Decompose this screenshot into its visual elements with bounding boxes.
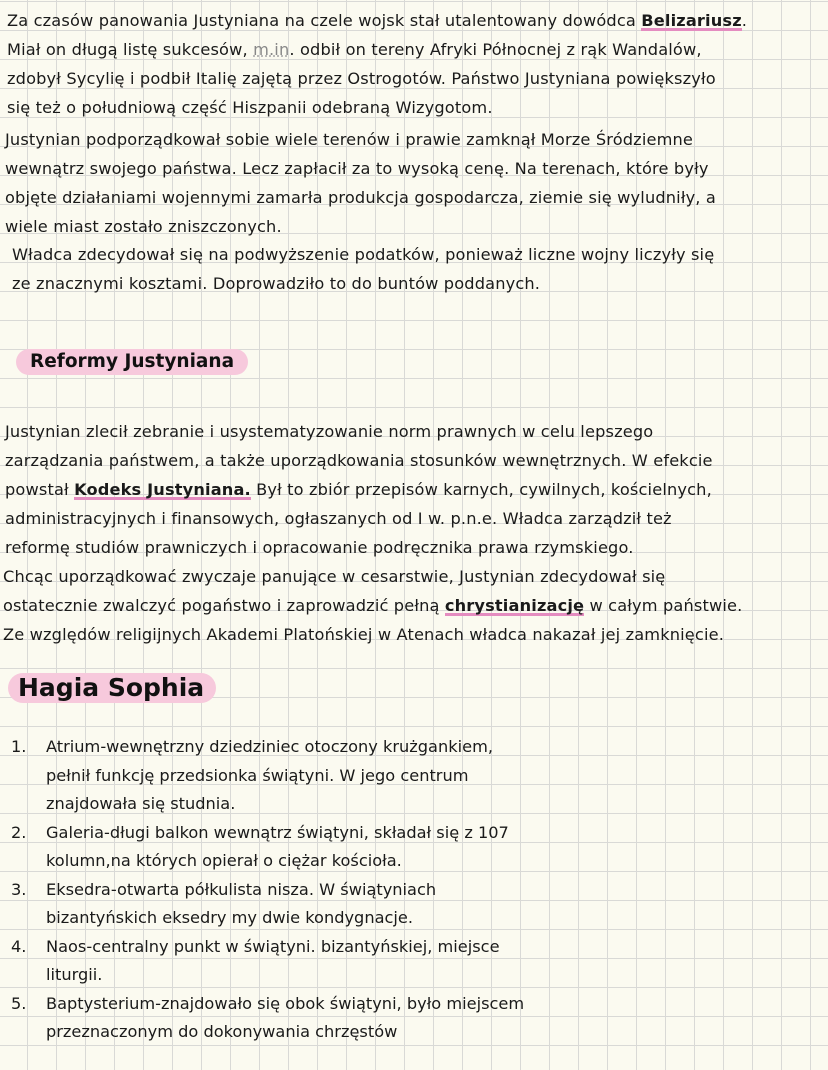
- list-item: 4. Naos-centralny punkt w świątyni. bizantyńskiej, miejsce liturgii.: [0, 933, 524, 990]
- text-line: Miał on długą listę sukcesów, m.in. odbił on tereny Afryki Północnej z rąk Wandalów,: [7, 40, 702, 59]
- text-line: wiele miast zostało zniszczonych.: [5, 217, 282, 236]
- text-line: objęte działaniami wojennymi zamarła produkcja gospodarcza, ziemie się wyludniły, a: [5, 188, 716, 207]
- text-line: Justynian zlecił zebranie i usystematyzowanie norm prawnych w celu lepszego: [5, 422, 654, 441]
- text-line: się też o południową część Hiszpanii odebraną Wizygotom.: [7, 98, 493, 117]
- paragraph-kodeks: [5, 417, 713, 562]
- keyword-belizariusz: Belizariusz: [641, 11, 742, 30]
- text-line: powstał Kodeks Justyniana. Był to zbiór przepisów karnych, cywilnych, kościelnych,: [5, 480, 712, 499]
- abbreviation: m.in: [253, 40, 290, 59]
- list-number: 3.: [11, 879, 27, 899]
- text-line: Ze względów religijnych Akademi Platońskiej w Atenach władca nakazał jej zamknięcie.: [3, 625, 725, 644]
- list-item: 1. Atrium-wewnętrzny dziedziniec otoczony krużgankiem, pełnił funkcję przedsionka świątyni. W jego centrum znajdowała się studnia.: [0, 733, 524, 819]
- text-line: Za czasów panowania Justyniana na czele wojsk stał utalentowany dowódca Belizariusz.: [7, 11, 748, 30]
- list-item: 5. Baptysterium-znajdowało się obok świątyni, było miejscem przeznaczonym do dokonywania chrzęstów: [0, 990, 524, 1047]
- text-line: ostatecznie zwalczyć pogaństwo i zaprowadzić pełną chrystianizację w całym państwie.: [3, 596, 743, 615]
- keyword-chrystianizacja: chrystianizację: [444, 596, 585, 615]
- text-line: administracyjnych i finansowych, ogłaszanych od I w. p.n.e. Władca zarządził też: [5, 509, 672, 528]
- paragraph-conquests: [5, 125, 716, 241]
- text-line: reformę studiów prawniczych i opracowanie podręcznika prawa rzymskiego.: [5, 538, 634, 557]
- text-line: Justynian podporządkował sobie wiele terenów i prawie zamknął Morze Śródziemne: [5, 130, 694, 149]
- list-item: 3. Eksedra-otwarta półkulista nisza. W świątyniach bizantyńskich eksedry my dwie kondygnacje.: [0, 876, 524, 933]
- list-number: 5.: [11, 993, 27, 1013]
- text-line: Władca zdecydował się na podwyższenie podatków, ponieważ liczne wojny liczyły się: [12, 245, 715, 264]
- list-number: 4.: [11, 936, 27, 956]
- paragraph-belizariusz: [7, 6, 747, 122]
- text-line: zarządzania państwem, a także uporządkowania stosunków wewnętrznych. W efekcie: [5, 451, 713, 470]
- text-line: ze znacznymi kosztami. Doprowadziło to do buntów poddanych.: [12, 274, 541, 293]
- section-heading-reformy: Reformy Justyniana: [16, 349, 248, 375]
- list-number: 2.: [11, 822, 27, 842]
- text-line: zdobył Sycylię i podbił Italię zajętą przez Ostrogotów. Państwo Justyniana powiększyło: [7, 69, 716, 88]
- text-line: wewnątrz swojego państwa. Lecz zapłacił za to wysoką cenę. Na terenach, które były: [5, 159, 709, 178]
- list-item: 2. Galeria-długi balkon wewnątrz świątyni, składał się z 107 kolumn,na których opierał o ciężar kościoła.: [0, 819, 524, 876]
- paragraph-taxes: [12, 240, 714, 298]
- section-heading-hagia-sophia: Hagia Sophia: [8, 673, 216, 703]
- paragraph-chrystianizacja: [3, 562, 742, 649]
- list-number: 1.: [11, 737, 27, 756]
- hagia-sophia-list: [0, 733, 524, 1047]
- keyword-kodeks-justyniana: Kodeks Justyniana.: [74, 480, 251, 499]
- text-line: Chcąc uporządkować zwyczaje panujące w cesarstwie, Justynian zdecydował się: [3, 567, 666, 586]
